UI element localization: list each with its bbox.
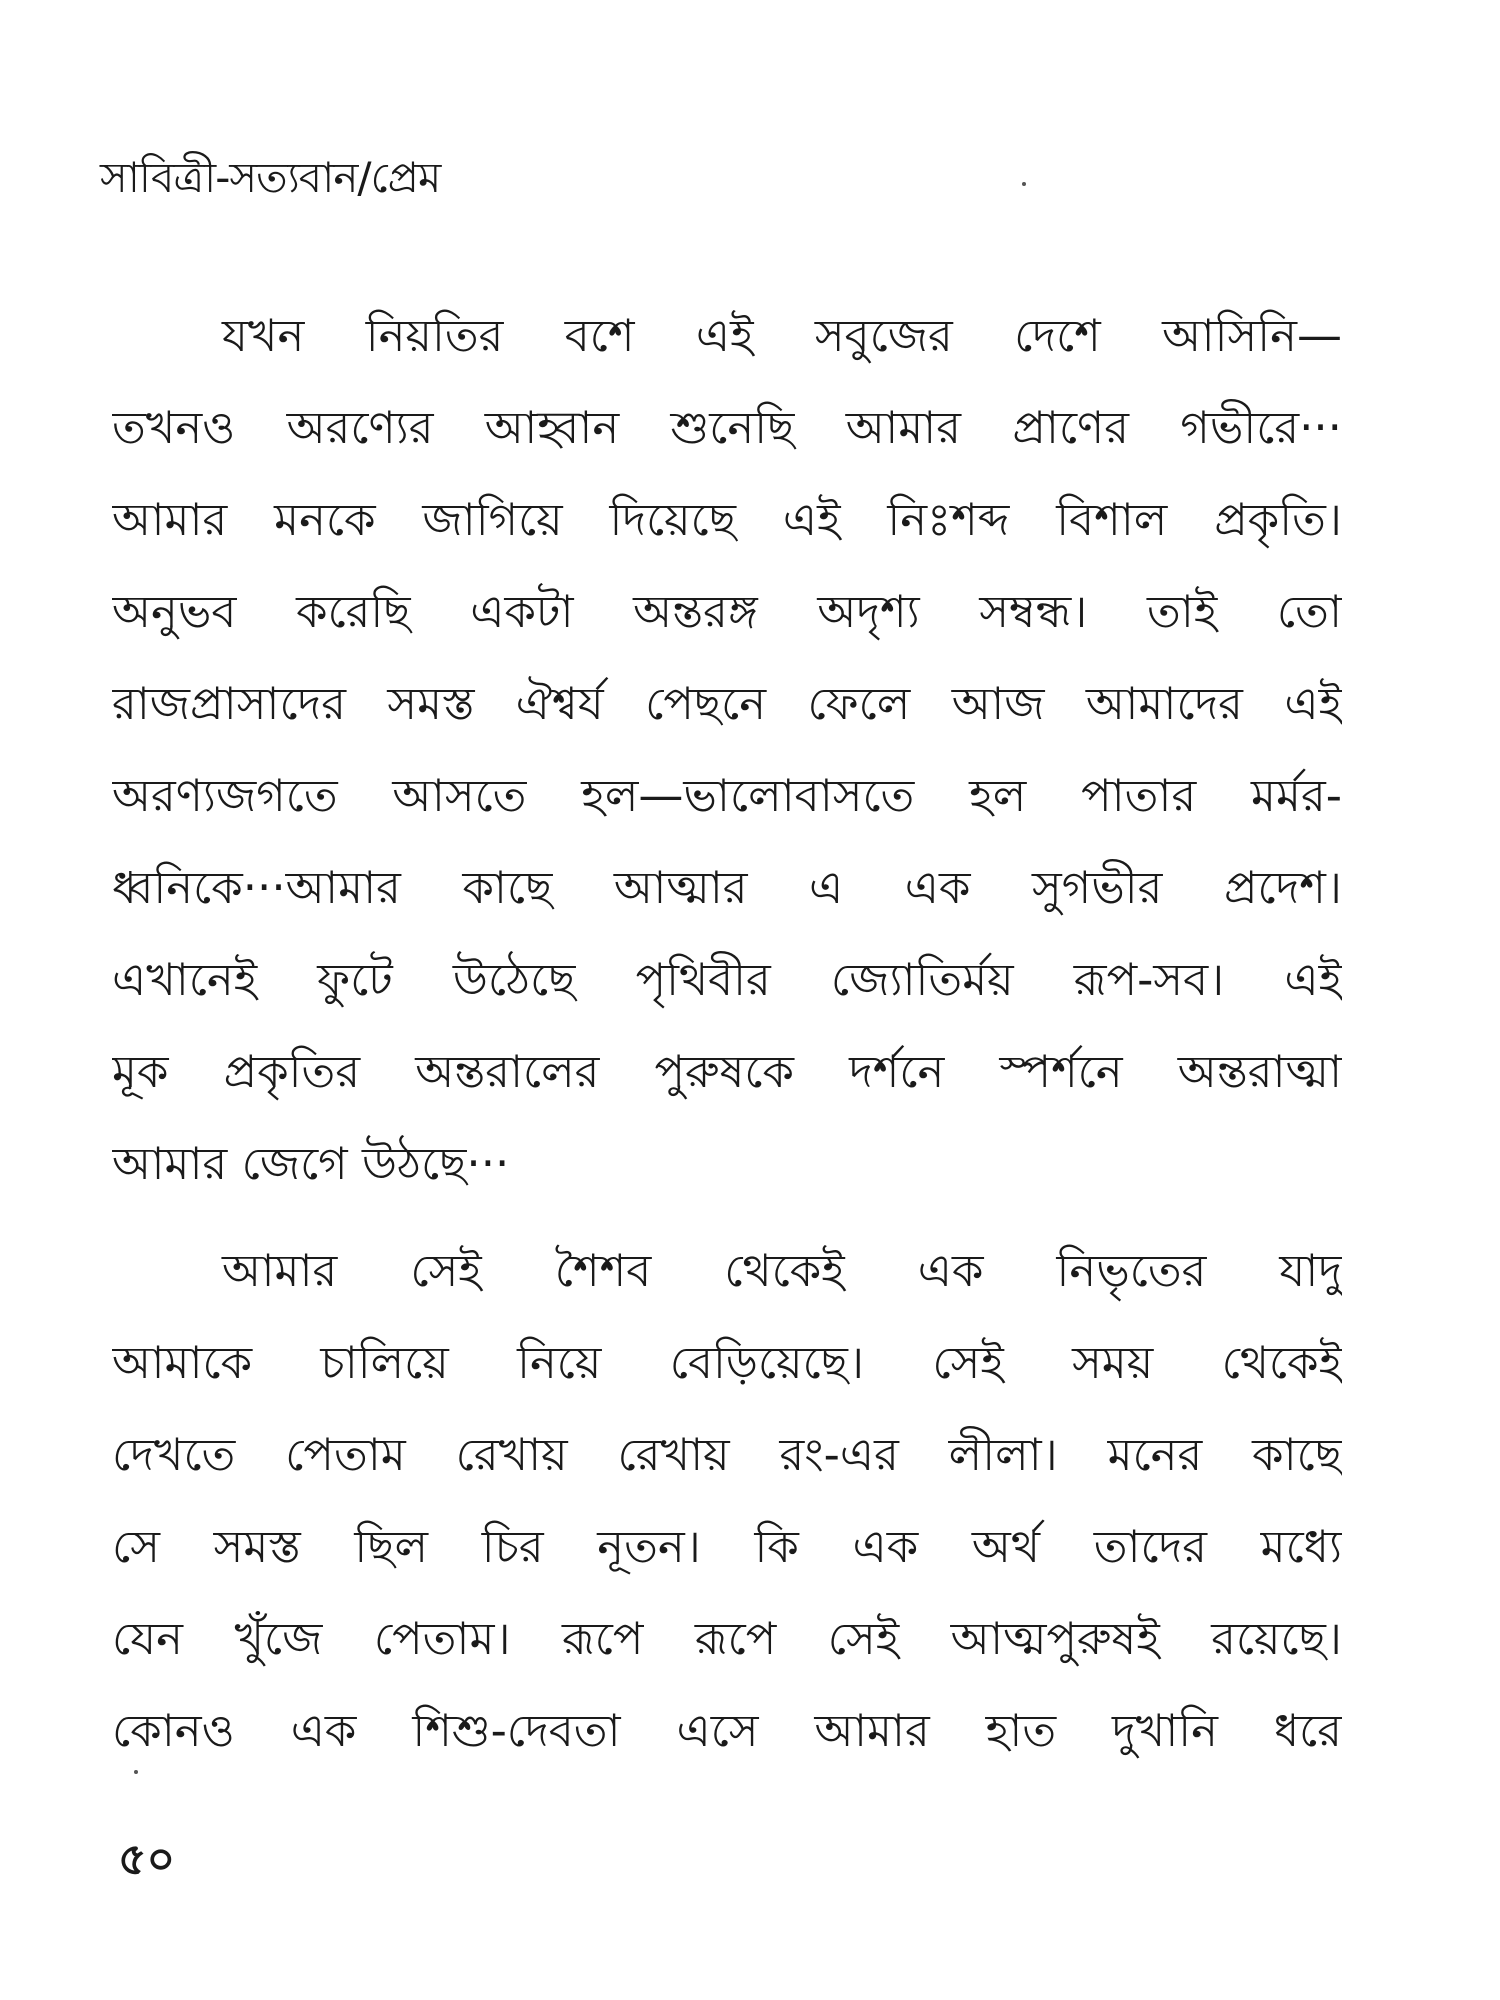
text-line: তখনও অরণ্যের আহ্বান শুনেছি আমার প্রাণের গভীরে···: [112, 401, 1342, 454]
running-header: সাবিত্রী-সত্যবান/প্রেম: [100, 153, 441, 202]
text-line: ধ্বনিকে···আমার কাছে আত্মার এ এক সুগভীর প্রদেশ।: [112, 861, 1342, 914]
text-line: আমার মনকে জাগিয়ে দিয়েছে এই নিঃশব্দ বিশাল প্রকৃতি।: [112, 493, 1342, 546]
text-line: দেখতে পেতাম রেখায় রেখায় রং-এর লীলা। মনের কাছে: [112, 1428, 1342, 1481]
print-speck: [134, 1770, 138, 1774]
text-line: আমাকে চালিয়ে নিয়ে বেড়িয়েছে। সেই সময় থেকেই: [112, 1336, 1342, 1389]
text-line: রাজপ্রাসাদের সমস্ত ঐশ্বর্য পেছনে ফেলে আজ আমাদের এই: [112, 677, 1342, 730]
paragraph-2: [112, 1225, 1342, 1777]
text-line: যখন নিয়তির বশে এই সবুজের দেশে আসিনি—: [222, 309, 1342, 362]
text-line: আমার জেগে উঠছে···: [112, 1137, 510, 1190]
text-line: মূক প্রকৃতির অন্তরালের পুরুষকে দর্শনে স্পর্শনে অন্তরাত্মা: [112, 1045, 1342, 1098]
text-line: যেন খুঁজে পেতাম। রূপে রূপে সেই আত্মপুরুষই রয়েছে।: [112, 1612, 1342, 1665]
text-line: অরণ্যজগতে আসতে হল—ভালোবাসতে হল পাতার মর্মর-: [112, 769, 1342, 822]
print-speck: [1022, 182, 1026, 186]
text-line: আমার সেই শৈশব থেকেই এক নিভৃতের যাদু: [222, 1244, 1342, 1297]
text-line: অনুভব করেছি একটা অন্তরঙ্গ অদৃশ্য সম্বন্ধ। তাই তো: [112, 585, 1342, 638]
text-line: এখানেই ফুটে উঠেছে পৃথিবীর জ্যোতির্ময় রূপ-সব। এই: [112, 953, 1342, 1006]
page-number: ৫০: [118, 1834, 176, 1885]
text-line: সে সমস্ত ছিল চির নূতন। কি এক অর্থ তাদের মধ্যে: [112, 1520, 1342, 1573]
text-line: কোনও এক শিশু-দেবতা এসে আমার হাত দুখানি ধরে: [112, 1704, 1342, 1757]
paragraph-1: [112, 290, 1342, 1210]
